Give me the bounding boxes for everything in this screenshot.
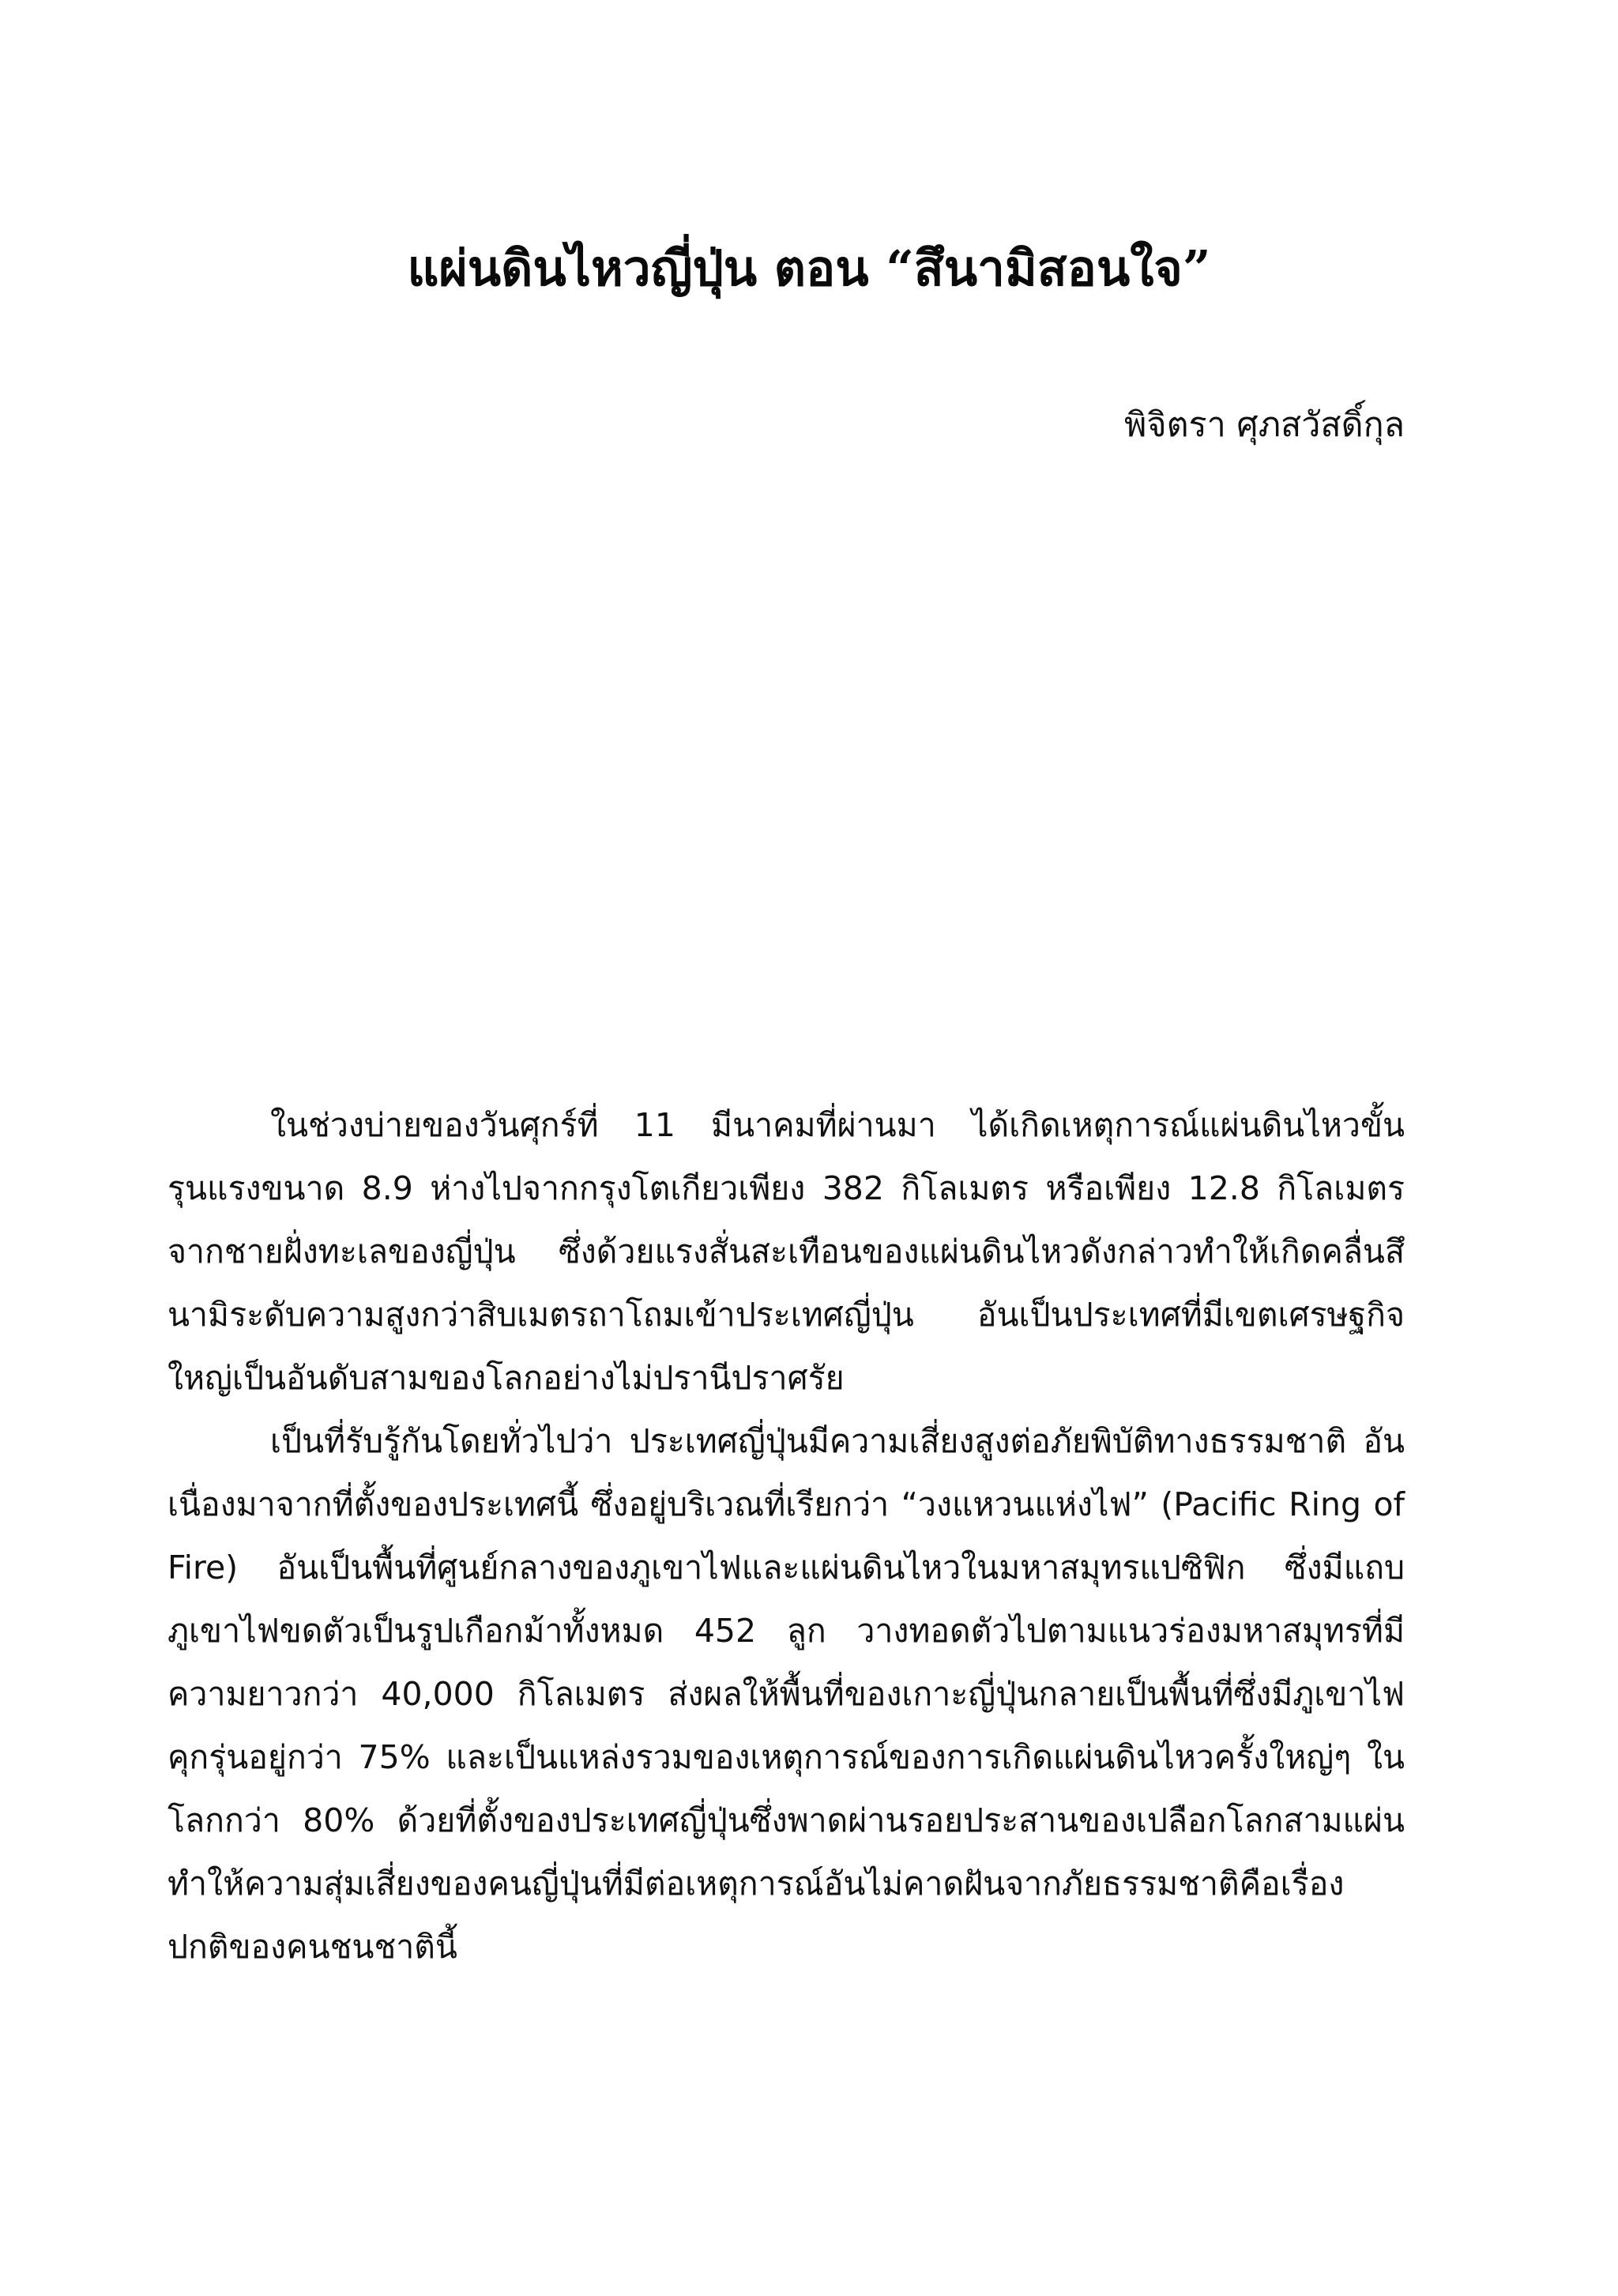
body-text [167, 1093, 1405, 1978]
paragraph-2: เป็นที่รับรู้กันโดยทั่วไปว่า ประเทศญี่ปุ่นมีความเสี่ยงสูงต่อภัยพิบัติทางธรรมชาติ อันเนื่องมาจากที่ตั้งของประเทศนี้ ซึ่งอยู่บริเวณที่เรียกว่า “วงแหวนแห่งไฟ” (Pacific Ring of Fire) อันเป็นพื้นที่ศูนย์กลางของภูเขาไฟและแผ่นดินไหวในมหาสมุทรแปซิฟิก ซึ่งมีแถบภูเขาไฟขดตัวเป็นรูปเกือกม้าทั้งหมด 452 ลูก วางทอดตัวไปตามแนวร่องมหาสมุทรที่มีความยาวกว่า 40,000 กิโลเมตร ส่งผลให้พื้นที่ของเกาะญี่ปุ่นกลายเป็นพื้นที่ซึ่งมีภูเขาไฟคุกรุ่นอยู่กว่า 75% และเป็นแหล่งรวมของเหตุการณ์ของการเกิดแผ่นดินไหวครั้งใหญ่ๆ ในโลกกว่า 80% ด้วยที่ตั้งของประเทศญี่ปุ่นซึ่งพาดผ่านรอยประสานของเปลือกโลกสามแผ่น ทำให้ความสุ่มเสี่ยงของคนญี่ปุ่นที่มีต่อเหตุการณ์อันไม่คาดฝันจากภัยธรรมชาติคือเรื่องปกติของคนชนชาตินี้ [167, 1422, 1405, 1966]
paragraph-1: ในช่วงบ่ายของวันศุกร์ที่ 11 มีนาคมที่ผ่านมา ได้เกิดเหตุการณ์แผ่นดินไหวขั้นรุนแรงขนาด 8.9 ห่างไปจากกรุงโตเกียวเพียง 382 กิโลเมตร หรือเพียง 12.8 กิโลเมตรจากชายฝั่งทะเลของญี่ปุ่น ซึ่งด้วยแรงสั่นสะเทือนของแผ่นดินไหวดังกล่าวทำให้เกิดคลื่นสึนามิระดับความสูงกว่าสิบเมตรถาโถมเข้าประเทศญี่ปุ่น อันเป็นประเทศที่มีเขตเศรษฐกิจใหญ่เป็นอันดับสามของโลกอย่างไม่ปรานีปราศรัย [167, 1106, 1405, 1397]
document-title: แผ่นดินไหวญี่ปุ่น ตอน “สึนามิสอนใจ” [407, 239, 1211, 297]
author-name: พิจิตรา ศุภสวัสดิ์กุล [1124, 405, 1405, 445]
